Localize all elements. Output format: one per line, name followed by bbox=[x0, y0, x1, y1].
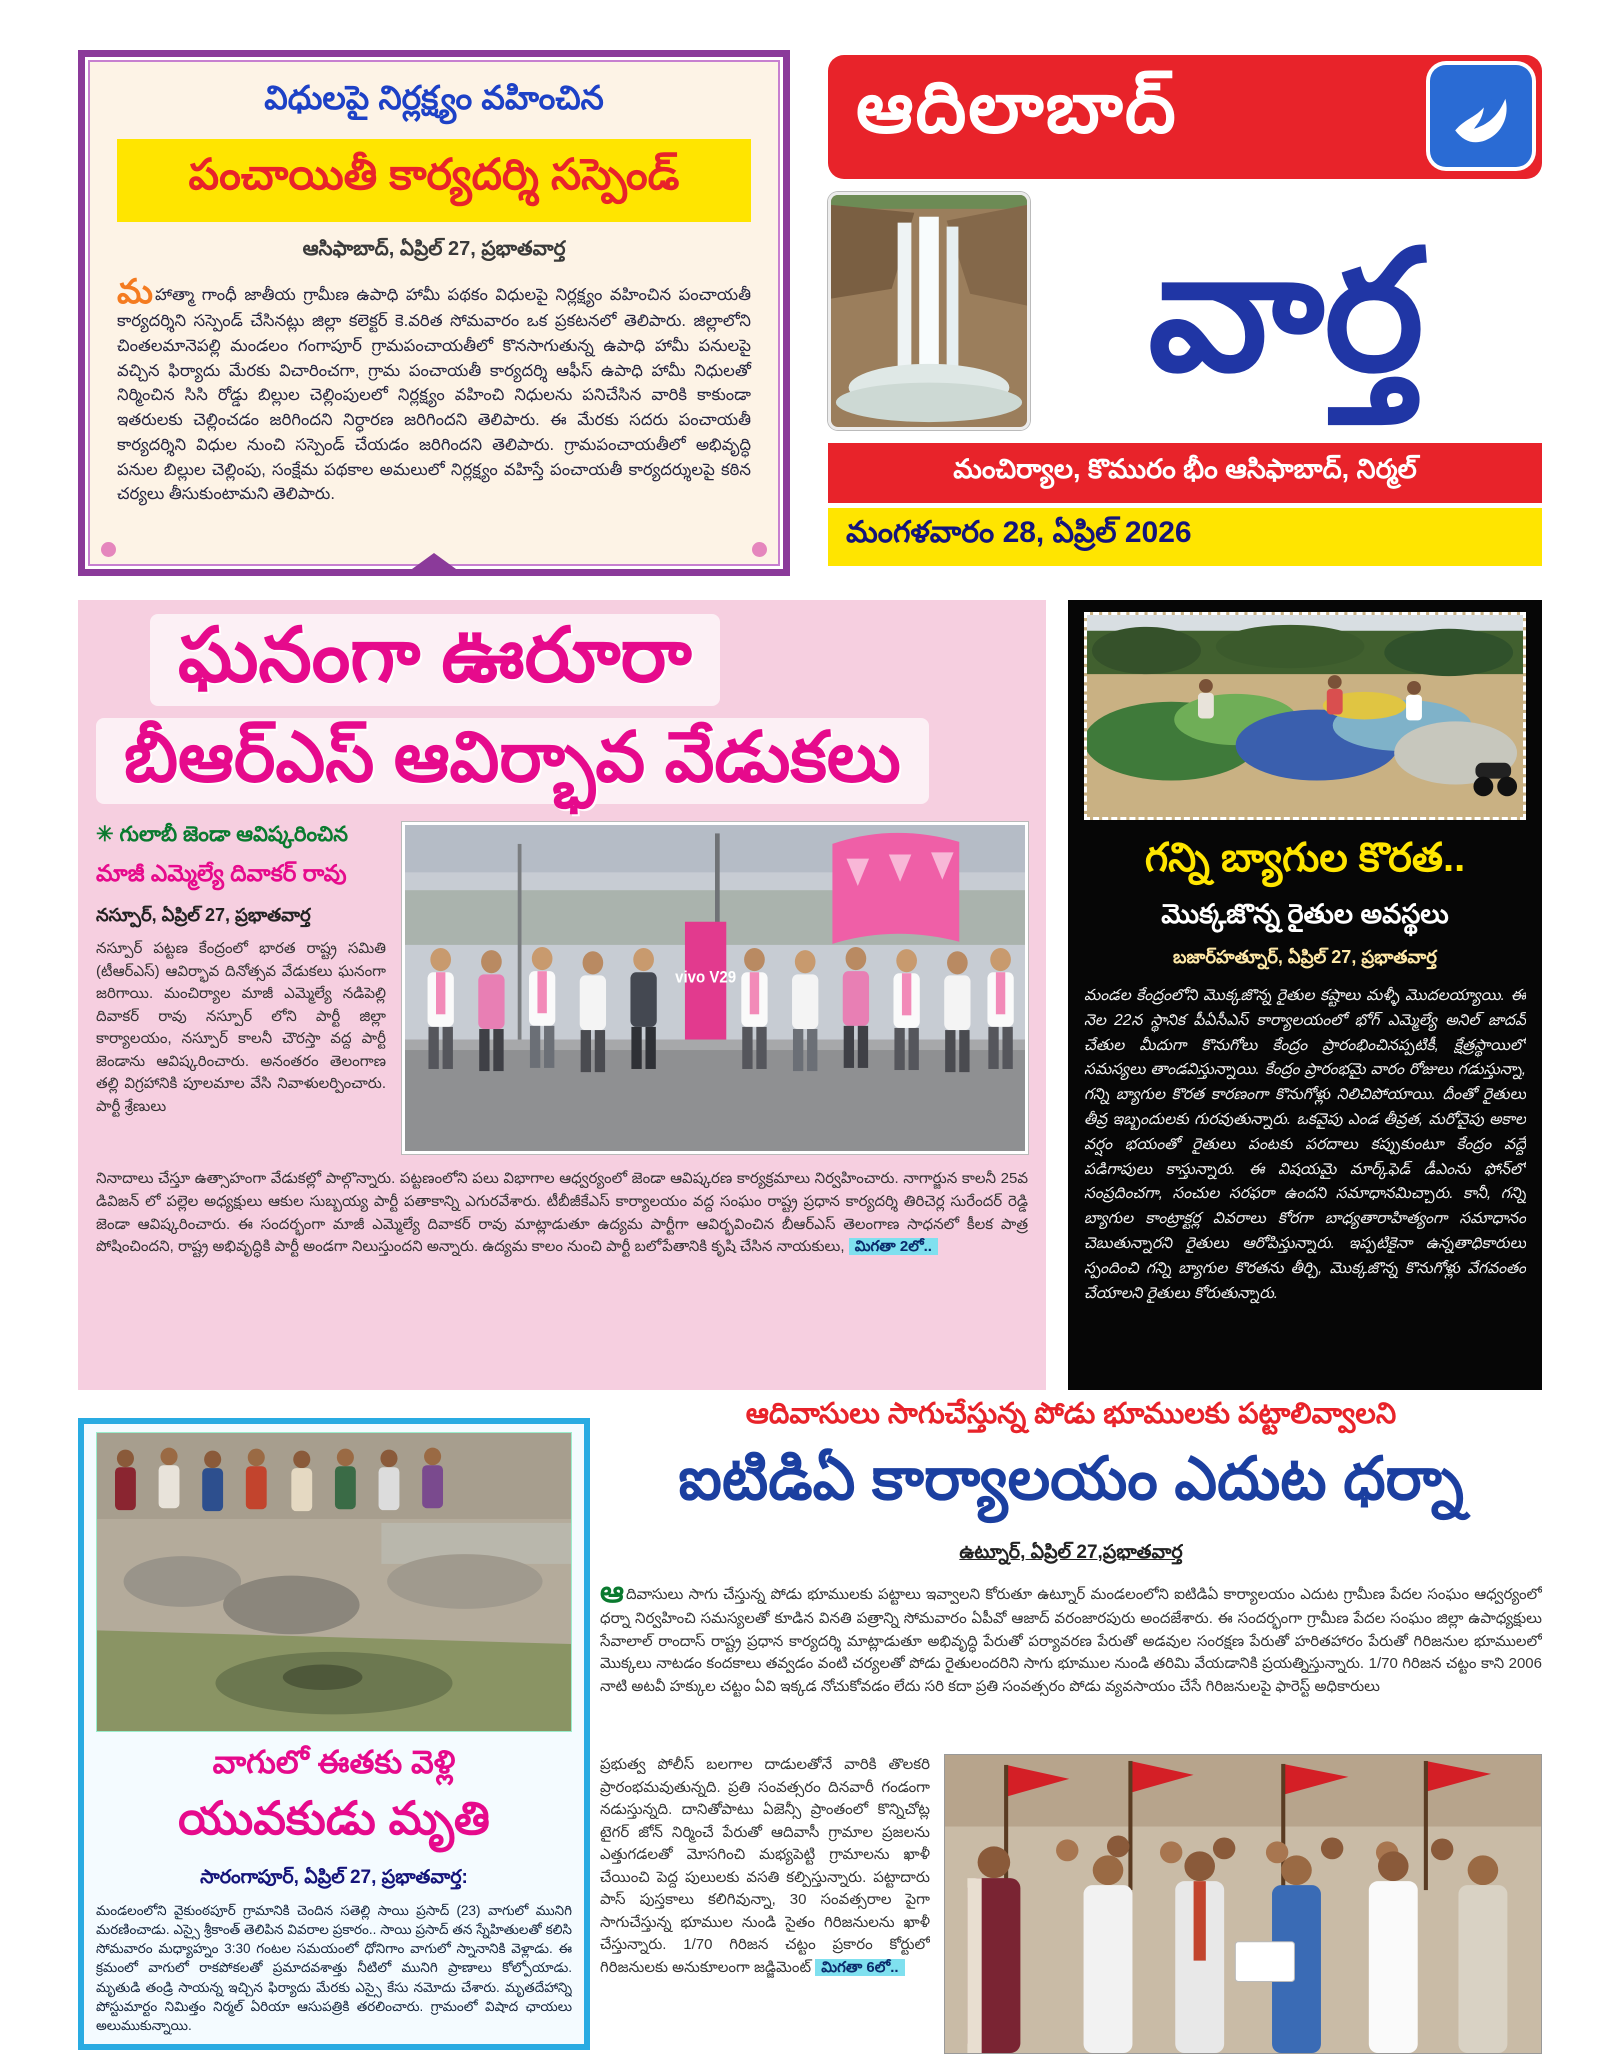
dateline: సారంగాపూర్, ఏప్రిల్ 27, ప్రభాతవార్త: bbox=[200, 1867, 468, 1888]
article-headline: గన్ని బ్యాగుల కొరత.. bbox=[1144, 836, 1466, 880]
masthead-date: మంగళవారం 28, ఏప్రిల్ 2026 bbox=[828, 508, 1542, 566]
article-headline-line1: వాగులో ఈతకు వెళ్లి bbox=[212, 1744, 456, 1780]
article-headline: ఐటిడిఏ కార్యాలయం ఎదుట ధర్నా bbox=[678, 1445, 1464, 1512]
continuation-link[interactable]: మిగతా 6లో.. bbox=[815, 1959, 904, 1976]
article-itda-dharna[interactable] bbox=[600, 1398, 1542, 2060]
article-headline: పంచాయితీ కార్యదర్శి సస్పెండ్ bbox=[188, 151, 680, 199]
article-headline-line1: ఘనంగా ఊరూరా bbox=[150, 614, 720, 706]
masthead-title-top: ఆదిలాబాద్ bbox=[856, 68, 1178, 148]
body-text: ప్రభుత్వ పోలీస్ బలగాల దాడులతోనే వారికి తొలకరి ప్రారంభమవుతున్నది. ప్రతి సంవత్సరం దినవారీ గండంగా నడుస్తున్నది. దానితోపాటు ఏజెన్సీ ప్రాంతంలో కొన్నిచోట్ల టైగర్ జోన్ నిర్మించే పేరుతో ఆదివాసీ గ్రామాల ప్రజలను ఎత్తుగడలతో మోసగించి మభ్యపెట్టి గ్రామాలను ఖాళీ చేయించి పెద్ద పులులకు వసతి కల్పిస్తున్నారు. పట్టాదారు పాస్ పుస్తకాలు కలిగివున్నా, 30 సంవత్సరాల పైగా సాగుచేస్తున్న భూముల నుండి సైతం గిరిజనులను ఖాళీ చేస్తున్నారు. 1/70 గిరిజన చట్టం ప్రకారం కోర్టులో గిరిజనులకు అనుకూలంగా జడ్జిమెంట్ bbox=[600, 1756, 930, 1976]
article-brs-formation-day[interactable] bbox=[78, 600, 1046, 1390]
stream-accident-photo bbox=[96, 1432, 572, 1732]
ribbon-notch bbox=[412, 553, 456, 569]
article-body: నస్పూర్ పట్టణ కేంద్రంలో భారత రాష్ట్ర సమితి (టీఆర్ఎస్) ఆవిర్భావ దినోత్సవ వేడుకలు ఘనంగా జరిగాయి. మంచిర్యాల మాజీ ఎమ్మెల్యే నడిపెల్లి దివాకర్ రావు నస్పూర్ లోని పార్టీ జిల్లా కార్యాలయం, నస్పూర్ కాలనీ చౌరస్తా వద్ద పార్టీ జెండాను ఆవిష్కరించారు. అనంతరం తెలంగాణ తల్లి విగ్రహానికి పూలమాల వేసి నివాళులర్పించారు. పార్టీ శ్రేణులు bbox=[96, 940, 386, 1115]
article-body-continued bbox=[600, 1754, 930, 2054]
article-body-continued bbox=[96, 1168, 1028, 1259]
drop-cap: మ bbox=[117, 273, 153, 311]
article-kicker: ఆదివాసులు సాగుచేస్తున్న పోడు భూములకు పట్టాలివ్వాలని bbox=[745, 1398, 1397, 1430]
photo-flag-text: vivo V29 bbox=[675, 969, 737, 987]
masthead bbox=[828, 55, 1542, 566]
ribbon-dot bbox=[752, 542, 767, 557]
brs-rally-photo bbox=[402, 822, 1028, 1154]
article-body: మండలంలోని వైకుంఠపూర్ గ్రామానికి చెందిన సతెల్లి సాయి ప్రసాద్ (23) వాగులో మునిగి మరణించాడు. ఎస్సై శ్రీకాంత్ తెలిపిన వివరాల ప్రకారం.. సాయి ప్రసాద్ తన స్నేహితులతో కలిసి సోమవారం మధ్యాహ్నం 3:30 గంటల సమయంలో ధోనిగాం వాగులో స్నానానికి వెళ్లాడు. ఈ క్రమంలో వాగులో రాకపోకలతో ప్రమాదవశాత్తు నీటిలో మునిగి ప్రాణాలు కోల్పోయాడు. మృతుడి తండ్రి సాయన్న ఇచ్చిన ఫిర్యాదు మేరకు ఎస్సై కేసు నమోదు చేశారు. మృతదేహాన్ని పోస్టుమార్టం నిమిత్తం నిర్మల్ ఏరియా ఆసుపత్రికి తరలించారు. గ్రామంలో విషాద ఛాయలు అలుముకున్నాయి. bbox=[96, 1903, 572, 2033]
article-headline-line2: యువకుడు మృతి bbox=[178, 1792, 490, 1844]
waterfall-photo bbox=[828, 192, 1030, 430]
masthead-regions: మంచిర్యాల, కొమురం భీం ఆసిఫాబాద్, నిర్మల్ bbox=[828, 443, 1542, 503]
protest-photo bbox=[944, 1754, 1542, 2054]
masthead-band bbox=[828, 55, 1542, 179]
article-youth-drowned[interactable] bbox=[78, 1418, 590, 2050]
body-text: దివాసులు సాగు చేస్తున్న పోడు భూములకు పట్టాలు ఇవ్వాలని కోరుతూ ఉట్నూర్ మండలంలోని ఐటిడిఏ కార్యాలయం ఎదుట గ్రామీణ పేదల సంఘం ఆధ్వర్యంలో ధర్నా నిర్వహించి సమస్యలతో కూడిన వినతి పత్రాన్ని సోమవారం ఏపీవో ఆజాద్ వరంజారపురు అందజేశారు. ఈ సందర్భంగా గ్రామీణ పేదల సంఘం జిల్లా ఉపాధ్యక్షులు సేవాలాల్ రాందాస్ రాష్ట్ర ప్రధాన కార్యదర్శి మాట్లాడుతూ అభివృద్ధి పేరుతో పర్యావరణ పేరుతో అడవుల సంరక్షణ పేరుతో హరితహారం పేరుతో గిరిజనుల భూములలో మొక్కలు నాటడం కందకాలు తవ్వడం వంటి చర్యలతో పోడు రైతులందరిని సాగు భూముల నుండి తరిమి వేయడానికి ప్రయత్నిస్తున్నారు. 1/70 గిరిజన చట్టం కాని 2006 నాటి అటవీ హక్కుల చట్టం ఏవి ఇక్కడ నోచుకోవడం లేదు సరి కదా ప్రతి సంవత్సరం పోడు వ్యవసాయం చేసే గిరిజనులపై ఫారెస్ట్ అధికారులు bbox=[600, 1586, 1542, 1695]
body-text: హాత్మా గాంధీ జాతీయ గ్రామీణ ఉపాధి హామీ పథకం విధులపై నిర్లక్ష్యం వహించిన పంచాయతీ కార్యదర్శిని సస్పెండ్ చేసినట్లు జిల్లా కలెక్టర్ కె.వరిత సోమవారం ఒక ప్రకటనలో తెలిపారు. జిల్లాలోని చింతలమానెపల్లి మండలం గంగాపూర్ గ్రామపంచాయతీలో కొనసాగుతున్న ఉపాధి హామీ పనులపై వచ్చిన ఫిర్యాదు మేరకు విచారించగా, గ్రామ పంచాయతీ కార్యదర్శి ఆఫీస్ ఉపాధి హామీ నిధులతో నిర్మించిన సిసి రోడ్డు బిల్లుల చెల్లింపులలో నిర్లక్ష్యం వహించి నిధులను పనిచేసిన వారికి కాకుండా ఇతరులకు చెల్లించడం జరిగిందని నిర్ధారణ జరిగిందని తెలిపారు. ఈ మేరకు సదరు పంచాయతీ కార్యదర్శిని విధుల నుంచి సస్పెండ్ చేయడం జరిగిందని తెలిపారు. గ్రామపంచాయతీలో అభివృద్ధి పనుల బిల్లుల చెల్లింపు, సంక్షేమ పథకాల అమలులో నిర్లక్ష్యం వహిస్తే పంచాయతీ కార్యదర్శులపై కఠిన చర్యలు తీసుకుంటామని తెలిపారు. bbox=[117, 286, 751, 504]
subhead-text: గులాబీ జెండా ఆవిష్కరించిన bbox=[119, 823, 348, 846]
article-body: మండల కేంద్రంలోని మొక్కజొన్న రైతుల కష్టాలు మళ్ళీ మొదలయ్యాయి. ఈ నెల 22న స్థానిక పీఏసీఎస్ కార్యాలయంలో భోగ్ ఎమ్మెల్యే అనిల్ జాదవ్ చేతుల మీదుగా కొనుగోలు కేంద్రం ప్రారంభించినప్పటికీ, క్షేత్రస్థాయిలో సమస్యలు తాండవిస్తున్నాయి. కేంద్రం ప్రారంభమై వారం రోజులు గడుస్తున్నా, గన్ని బ్యాగుల కొరత కారణంగా కొనుగోళ్లు నిలిచిపోయాయి. దీంతో రైతులు తీవ్ర ఇబ్బందులకు గురవుతున్నారు. ఒకవైపు ఎండ తీవ్రత, మరోవైపు అకాల వర్షం భయంతో రైతులు పంటకు పరదాలు కప్పుకుంటూ కేంద్రం వద్దే పడిగాపులు కాస్తున్నారు. ఈ విషయమై మార్క్‌ఫెడ్ డీఎంను ఫోన్‌లో సంప్రదించగా, సంచుల సరఫరా ఉందని సమాధానమిచ్చారు. కానీ, గన్ని బ్యాగుల కాంట్రాక్టర్ల వివరాలు కోరగా బాధ్యతారాహిత్యంగా సమాధానం చెబుతున్నారని రైతులు ఆరోపిస్తున్నారు. ఇప్పటికైనా ఉన్నతాధికారులు స్పందించి గన్ని బ్యాగుల కొరతను తీర్చి, మొక్కజొన్న కొనుగోళ్లు వేగవంతం చేయాలని రైతులు కోరుతున్నారు. bbox=[1084, 987, 1526, 1302]
article-gunny-bag-shortage[interactable] bbox=[1068, 600, 1542, 1390]
masthead-title-main: వార్త bbox=[1148, 216, 1424, 405]
headline-banner bbox=[117, 139, 751, 222]
dateline: బజార్‌హత్నూర్, ఏప్రిల్ 27, ప్రభాతవార్త bbox=[1173, 947, 1437, 967]
article-subhead: మొక్కజొన్న రైతుల అవస్థలు bbox=[1161, 899, 1449, 929]
dove-icon bbox=[1430, 65, 1532, 167]
continuation-link[interactable]: మిగతా 2లో.. bbox=[849, 1238, 938, 1255]
drop-cap: ఆ bbox=[600, 1578, 624, 1609]
maize-bags-photo bbox=[1084, 612, 1526, 820]
subhead-leader: మాజీ ఎమ్మెల్యే దివాకర్ రావు bbox=[96, 860, 347, 886]
article-headline-line2: బీఆర్ఎస్ ఆవిర్భావ వేడుకలు bbox=[96, 718, 929, 804]
article-body bbox=[600, 1578, 1542, 1750]
dateline: ఉట్నూర్, ఏప్రిల్ 27,ప్రభాతవార్త bbox=[959, 1542, 1183, 1563]
article-body bbox=[117, 275, 751, 507]
masthead-middle bbox=[828, 187, 1542, 435]
subhead-flag bbox=[96, 822, 386, 852]
body-text: నినాదాలు చేస్తూ ఉత్సాహంగా వేడుకల్లో పాల్గొన్నారు. పట్టణంలోని పలు విభాగాల ఆధ్వర్యంలో జెండా ఆవిష్కరణ కార్యక్రమాలు నిర్వహించారు. నాగార్జున కాలనీ 25వ డివిజన్ లో పల్లెల అధ్యక్షులు ఆకుల సుబ్బయ్య పార్టీ పతాకాన్ని ఎగురవేశారు. టీబీజీకేఎస్ కార్యాలయం వద్ద సంఘం రాష్ట్ర ప్రధాన కార్యదర్శి తిరిచెర్ల సురేందర్ రెడ్డి జెండా ఆవిష్కరించారు. ఈ సందర్భంగా మాజీ ఎమ్మెల్యే దివాకర్ రావు మాట్లాడుతూ ఉద్యమ పార్టీగా ఆవిర్భవించిన బీఆర్ఎస్ తెలంగాణ సాధనలో కీలక పాత్ర పోషించిందని, రాష్ట్ర అభివృద్ధికి పార్టీ అండగా నిలుస్తుందని అన్నారు. ఉద్యమ కాలం నుంచి పార్టీ బలోపేతానికి కృషి చేసిన నాయకులు, bbox=[96, 1170, 1028, 1256]
article-kicker: విధులపై నిర్లక్ష్యం వహించిన bbox=[264, 79, 604, 116]
ribbon-dot bbox=[101, 542, 116, 557]
dateline: ఆసిఫాబాద్, ఏప్రిల్ 27, ప్రభాతవార్త bbox=[302, 238, 566, 260]
dateline: నస్పూర్, ఏప్రిల్ 27, ప్రభాతవార్త bbox=[96, 905, 311, 925]
article-panchayat-suspend[interactable] bbox=[78, 50, 790, 576]
